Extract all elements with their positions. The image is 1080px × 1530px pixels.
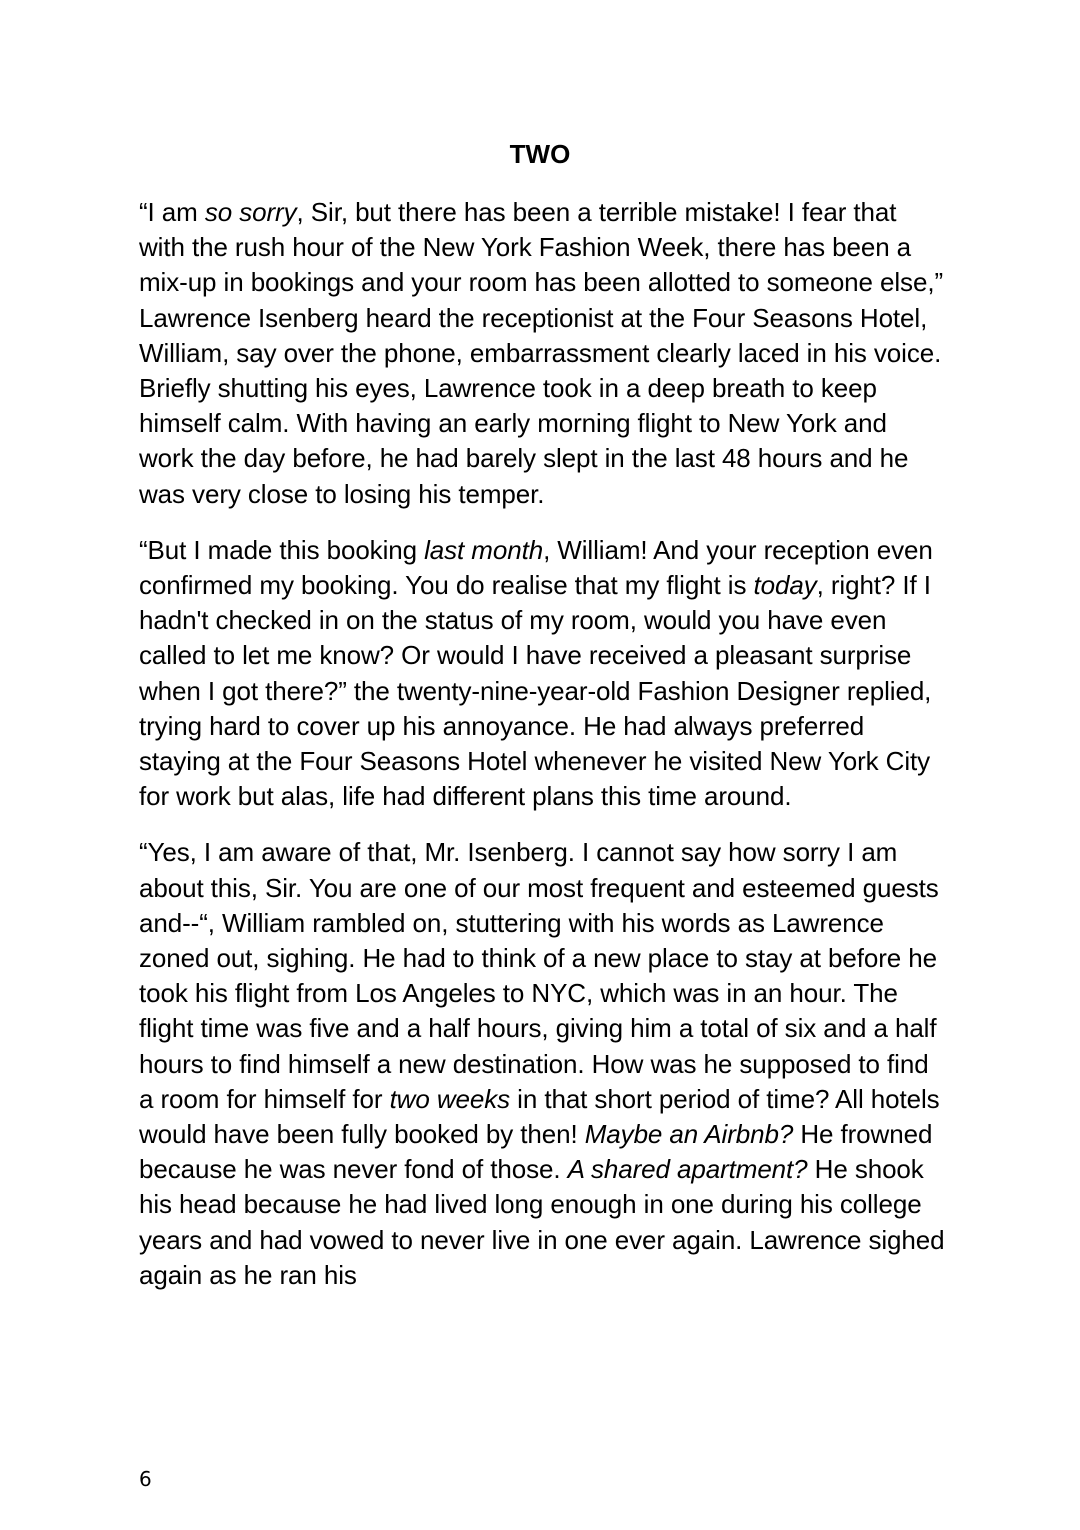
chapter-title: TWO <box>509 139 571 169</box>
paragraph-segment: , right? If I hadn't checked in on the status of my room, would you have even called to let me know? Or would I have received a pleasant surprise when I got there?” the twenty-nine-year-old Fashion Designer replied, trying hard to cover up his annoyance. He had always preferred staying at the Four Seasons Hotel whenever he visited New York City for work but alas, life had different plans this time around. <box>139 570 932 812</box>
paragraph <box>139 835 945 1293</box>
paragraph-segment: “But I made this booking <box>139 534 425 565</box>
paragraph-segment: , William! And your reception even confirmed my booking. You do realise that my flight is <box>139 534 933 601</box>
paragraph <box>139 533 945 815</box>
paragraph-segment-italic: so sorry <box>204 197 297 227</box>
page-number: 6 <box>139 1467 152 1491</box>
paragraph-segment-italic: last month <box>424 534 544 565</box>
paragraph-segment: in that short period of time? All hotels would have been fully booked by then! <box>139 1083 940 1150</box>
paragraph-segment: He shook his head because he had lived long enough in one during his college years and had vowed to never live in one ever again. Lawrence sighed again as he ran his <box>139 1154 945 1290</box>
paragraph-segment-italic: A shared apartment? <box>567 1154 808 1185</box>
paragraph-segment: , Sir, but there has been a terrible mistake! I fear that with the rush hour of the New York Fashion Week, there has been a mix-up in bookings and your room has been allotted to someone else,” Lawrence Isenberg heard the receptionist at the Four Seasons Hotel, William, say over the phone, embarrassment clearly laced in his voice. Briefly shutting his eyes, Lawrence took in a deep breath to keep himself calm. With having an early morning flight to New York and work the day before, he had barely slept in the last 48 hours and he was very close to losing his temper. <box>139 197 943 509</box>
paragraph <box>139 195 945 512</box>
paragraph-segment-italic: two weeks <box>389 1083 511 1114</box>
paragraph-segment: He frowned because he was never fond of those. <box>139 1119 933 1185</box>
body-text <box>139 195 945 1314</box>
paragraph-segment: “Yes, I am aware of that, Mr. Isenberg. I cannot say how sorry I am about this, Sir. You are one of our most frequent and esteemed guests and--“, William rambled on, stuttering with his words as Lawrence zoned out, sighing. He had to think of a new place to stay at before he took his flight from Los Angeles to NYC, which was in an hour. The flight time was five and a half hours, giving him a total of six and a half hours to find himself a new destination. How was he supposed to find a room for himself for <box>139 837 939 1114</box>
paragraph-segment: “I am <box>139 197 205 227</box>
paragraph-segment-italic: Maybe an Airbnb? <box>584 1119 794 1150</box>
paragraph-segment-italic: today <box>753 570 817 601</box>
